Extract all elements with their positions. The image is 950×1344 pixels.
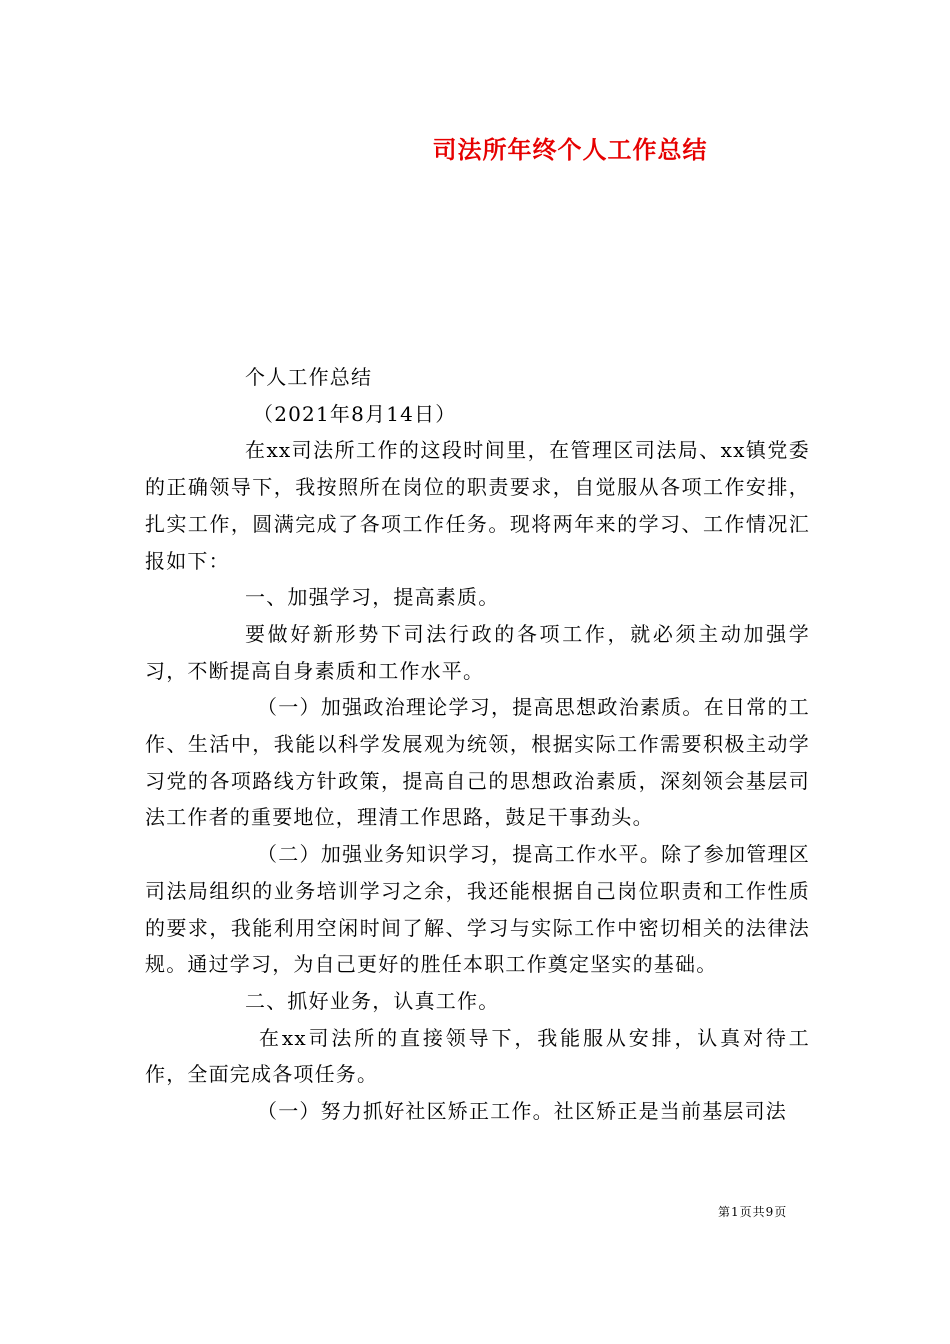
document-title: 司法所年终个人工作总结 xyxy=(432,136,708,164)
document-body xyxy=(145,359,810,1130)
paragraph-study: 要做好新形势下司法行政的各项工作，就必须主动加强学习，不断提高自身素质和工作水平。 xyxy=(145,621,810,683)
section-heading-1: 一、加强学习，提高素质。 xyxy=(245,585,500,610)
paragraph-work: 在xx司法所的直接领导下，我能服从安排，认真对待工作，全面完成各项任务。 xyxy=(145,1025,810,1087)
paragraph-community-correction: （一）努力抓好社区矫正工作。社区矫正是当前基层司法 xyxy=(257,1099,787,1124)
paragraph-political-study: （一）加强政治理论学习，提高思想政治素质。在日常的工作、生活中，我能以科学发展观为统领，根据实际工作需要积极主动学习党的各项路线方针政策，提高自己的思想政治素质，深刻领会基层司法工作者的重要地位，理清工作思路，鼓足干事劲头。 xyxy=(145,695,810,830)
paragraph-intro: 在xx司法所工作的这段时间里，在管理区司法局、xx镇党委的正确领导下，我按照所在岗位的职责要求，自觉服从各项工作安排，扎实工作，圆满完成了各项工作任务。现将两年来的学习、工作情况汇报如下： xyxy=(145,438,810,573)
document-date: （2021年8月14日） xyxy=(253,401,457,426)
page-indicator: 第1页共9页 xyxy=(718,1205,788,1219)
document-heading: 个人工作总结 xyxy=(245,365,373,389)
paragraph-business-study: （二）加强业务知识学习，提高工作水平。除了参加管理区司法局组织的业务培训学习之余，我还能根据自己岗位职责和工作性质的要求，我能利用空闲时间了解、学习与实际工作中密切相关的法律法规。通过学习，为自己更好的胜任本职工作奠定坚实的基础。 xyxy=(145,842,810,977)
section-heading-2: 二、抓好业务，认真工作。 xyxy=(245,988,500,1013)
